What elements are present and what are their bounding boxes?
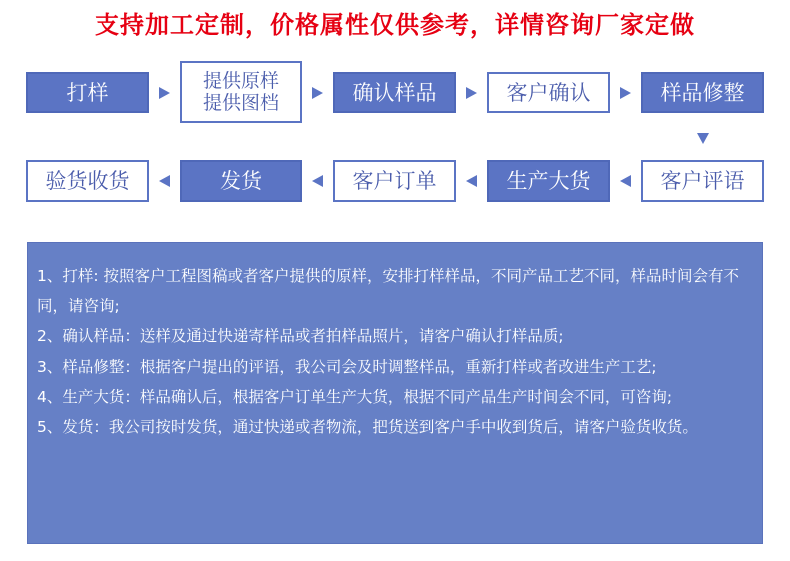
step-customer-confirm [487,72,610,113]
step-mass-production [487,160,610,202]
step-customer-confirm-label: 客户确认 [506,80,591,105]
note-item: 5、发货：我公司按时发货，通过快递或者物流，把货送到客户手中收到货后，请客户验货收货。 [37,418,698,437]
process-notes-panel [27,242,763,544]
step-confirm-sample-label: 确认样品 [352,80,437,105]
arrow-left-icon [159,175,170,187]
arrow-right-icon [312,87,323,99]
step-provide-drawings-label: 提供图档 [202,92,279,114]
arrow-right-icon [466,87,477,99]
step-provide-sample-or-drawings [180,61,302,123]
step-provide-sample-label: 提供原样 [202,70,279,92]
step-shipping [180,160,302,202]
step-mass-production-label: 生产大货 [506,169,591,193]
page-title: 支持加工定制，价格属性仅供参考，详情咨询厂家定做 [95,11,695,39]
step-sample-revision [641,72,764,113]
step-sample-revision-label: 样品修整 [660,80,745,105]
note-item: 1、打样: 按照客户工程图稿或者客户提供的原样，安排打样样品，不同产品工艺不同，样品时间会有不同，请咨询; [37,267,740,316]
step-customer-feedback [641,160,764,202]
arrow-left-icon [312,175,323,187]
step-proofing-label: 打样 [66,80,109,105]
arrow-left-icon [620,175,631,187]
note-item: 4、生产大货：样品确认后，根据客户订单生产大货，根据不同产品生产时间会不同，可咨询; [37,387,673,406]
step-customer-order [333,160,456,202]
arrow-right-icon [620,87,631,99]
step-shipping-label: 发货 [220,169,262,193]
arrow-right-icon [159,87,170,99]
step-confirm-sample [333,72,456,113]
arrow-left-icon [466,175,477,187]
step-inspect-and-receive-label: 验货收货 [45,169,130,193]
step-customer-feedback-label: 客户评语 [660,169,745,193]
step-inspect-and-receive [26,160,149,202]
arrow-down-icon [697,133,709,144]
note-item: 2、确认样品：送样及通过快递寄样品或者拍样品照片，请客户确认打样品质; [37,327,564,346]
step-customer-order-label: 客户订单 [352,169,437,193]
note-item: 3、样品修整：根据客户提出的评语，我公司会及时调整样品，重新打样或者改进生产工艺; [37,357,657,376]
step-proofing [26,72,149,113]
